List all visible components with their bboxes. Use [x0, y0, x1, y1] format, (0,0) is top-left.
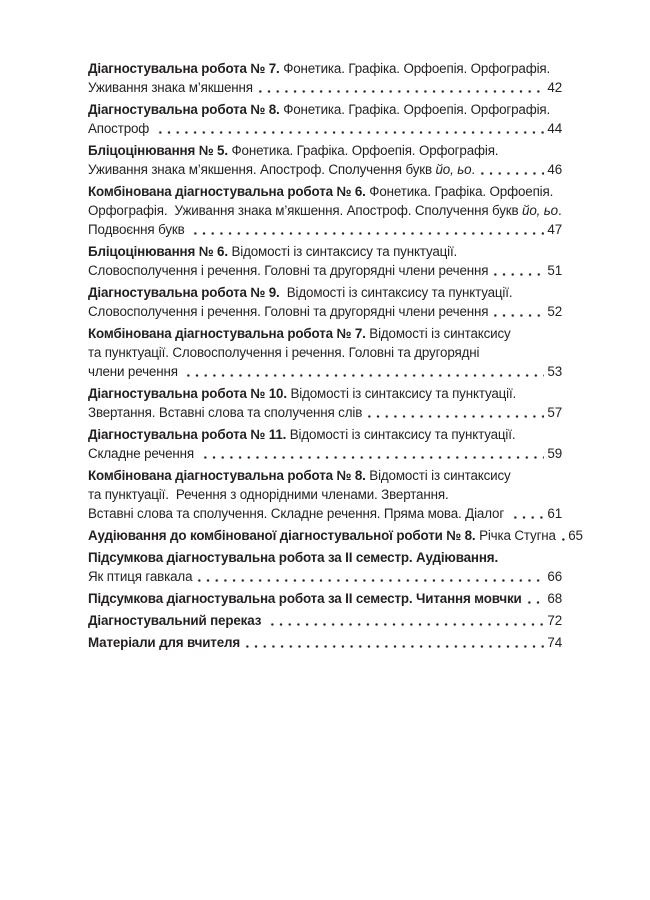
toc-text-segment: Відомості із синтаксису та пунктуації. — [286, 386, 517, 401]
dot-leader — [243, 633, 544, 652]
toc-text-segment: Діагностувальна робота № 10. — [88, 386, 287, 401]
dot-leader — [195, 567, 544, 586]
toc-line-text — [88, 362, 181, 381]
toc-line — [88, 302, 562, 321]
toc-text-segment: Фонетика. Графіка. Орфоепія. Орфографія. — [279, 102, 551, 117]
toc-entry — [88, 242, 562, 280]
dot-leader — [268, 611, 544, 630]
toc-line — [88, 160, 562, 179]
toc-entry — [88, 466, 562, 523]
toc-line — [88, 384, 562, 403]
toc-line-text — [88, 611, 265, 630]
toc-text-segment: Відомості із синтаксису — [365, 326, 511, 341]
toc-text-segment: Комбінована діагностувальна робота № 6. — [88, 184, 366, 199]
page-number: 42 — [547, 80, 562, 95]
toc-line — [88, 444, 562, 463]
toc-text-segment: Фонетика. Графіка. Орфоепія. Орфографія. — [227, 143, 499, 158]
toc-text-segment: та пунктуації. Речення з однорідними членами. Звертання. — [88, 487, 449, 502]
toc-line-text — [88, 444, 198, 463]
toc-entry — [88, 589, 562, 608]
toc-entry — [88, 526, 583, 545]
toc-line — [88, 589, 562, 608]
toc-text-segment: Складне речення — [88, 446, 198, 461]
toc-entry — [88, 633, 562, 652]
toc-line-text — [88, 61, 550, 76]
toc-text-segment: Уживання знака м’якшення — [88, 80, 253, 95]
page-number: 46 — [547, 162, 562, 177]
dot-leader — [559, 526, 565, 545]
page-number: 72 — [547, 613, 562, 628]
toc-line-text — [88, 119, 153, 138]
toc-line-text — [88, 504, 508, 523]
toc-line-text — [88, 468, 511, 483]
toc-line-text — [88, 184, 553, 199]
toc-line-text — [88, 102, 550, 117]
dot-leader — [256, 78, 544, 97]
page-number: 44 — [547, 121, 562, 136]
toc-line-text — [88, 203, 562, 218]
toc-entry — [88, 324, 562, 381]
toc-text-segment: Діагностувальна робота № 11. — [88, 427, 287, 442]
toc-line — [88, 403, 562, 422]
toc-text-segment: Фонетика. Графіка. Орфоепія. Орфографія. — [279, 61, 551, 76]
toc-line — [88, 324, 562, 343]
toc-text-segment: Аудіювання до комбінованої діагностувальної роботи № 8. — [88, 528, 476, 543]
toc-text-segment: Відомості із синтаксису та пунктуації. — [227, 244, 458, 259]
toc-line — [88, 567, 562, 586]
dot-leader — [525, 589, 544, 608]
page-number: 52 — [547, 304, 562, 319]
toc-entry — [88, 141, 562, 179]
toc-text-segment: Відомості із синтаксису — [365, 468, 511, 483]
toc-line — [88, 526, 583, 545]
toc-text-segment: Матеріали для вчителя — [88, 635, 241, 650]
toc-text-segment: Діагностувальна робота № 9. — [88, 285, 280, 300]
toc-line-text — [88, 427, 515, 442]
toc-line — [88, 242, 562, 261]
toc-list — [88, 59, 583, 652]
page-number: 65 — [568, 528, 583, 543]
toc-line — [88, 283, 562, 302]
dot-leader — [365, 403, 544, 422]
dot-leader — [156, 119, 544, 138]
toc-line-text — [88, 160, 475, 179]
toc-text-segment: Апостроф — [88, 121, 153, 136]
toc-text-segment: йо, ьо — [435, 162, 472, 177]
toc-entry — [88, 384, 562, 422]
page-number: 59 — [547, 446, 562, 461]
toc-line — [88, 141, 562, 160]
toc-text-segment: Подвоєння букв — [88, 222, 189, 237]
dot-leader — [478, 160, 544, 179]
toc-line-text — [88, 345, 479, 360]
toc-line — [88, 261, 562, 280]
toc-text-segment: Комбінована діагностувальна робота № 7. — [88, 326, 366, 341]
toc-entry — [88, 100, 562, 138]
toc-line-text — [88, 386, 516, 401]
toc-text-segment: Вставні слова та сполучення. Складне речення. Пряма мова. Діалог — [88, 506, 508, 521]
toc-text-segment: Комбінована діагностувальна робота № 8. — [88, 468, 366, 483]
dot-leader — [491, 302, 544, 321]
toc-line — [88, 611, 562, 630]
page-number: 61 — [547, 506, 562, 521]
toc-entry — [88, 59, 562, 97]
page-number: 57 — [547, 405, 562, 420]
dot-leader — [201, 444, 544, 463]
toc-line-text — [88, 285, 512, 300]
dot-leader — [511, 504, 544, 523]
toc-entry — [88, 182, 562, 239]
page-number: 74 — [547, 635, 562, 650]
toc-line — [88, 425, 562, 444]
toc-line-text — [88, 487, 449, 502]
toc-line-text — [88, 220, 188, 239]
page-number: 66 — [547, 569, 562, 584]
toc-line-text — [88, 403, 362, 422]
toc-line — [88, 119, 562, 138]
toc-line — [88, 78, 562, 97]
toc-text-segment: Словосполучення і речення. Головні та другорядні члени речення — [88, 304, 489, 319]
toc-line-text — [88, 244, 457, 259]
dot-leader — [191, 220, 544, 239]
toc-text-segment: Діагностувальна робота № 7. — [88, 61, 280, 76]
toc-text-segment: . — [471, 162, 475, 177]
toc-text-segment: Бліцоцінювання № 5. — [88, 143, 228, 158]
toc-line-text — [88, 633, 240, 652]
toc-line-text — [88, 526, 556, 545]
toc-text-segment: Річка Стугна — [475, 528, 556, 543]
toc-line-text — [88, 78, 253, 97]
toc-text-segment: Уживання знака м’якшення. Апостроф. Сполучення букв — [88, 162, 436, 177]
page-number: 51 — [547, 263, 562, 278]
toc-line — [88, 362, 562, 381]
toc-line-text — [88, 550, 498, 565]
toc-line-text — [88, 302, 488, 321]
toc-line — [88, 504, 562, 523]
page-number: 53 — [547, 364, 562, 379]
toc-line — [88, 466, 562, 485]
toc-text-segment: Бліцоцінювання № 6. — [88, 244, 228, 259]
dot-leader — [184, 362, 544, 381]
toc-line-text — [88, 143, 498, 158]
toc-text-segment: Підсумкова діагностувальна робота за II семестр. Аудіювання. — [88, 550, 499, 565]
page-number: 47 — [547, 222, 562, 237]
toc-line-text — [88, 567, 192, 586]
toc-entry — [88, 611, 562, 630]
toc-text-segment: Фонетика. Графіка. Орфоепія. — [365, 184, 554, 199]
toc-line — [88, 548, 562, 567]
page-number: 68 — [547, 591, 562, 606]
toc-text-segment: Орфографія. Уживання знака м’якшення. Апостроф. Сполучення букв — [88, 203, 523, 218]
toc-text-segment: йо, ьо — [522, 203, 558, 218]
dot-leader — [491, 261, 544, 280]
toc-line — [88, 201, 562, 220]
toc-entry — [88, 425, 562, 463]
toc-line — [88, 220, 562, 239]
toc-text-segment: Звертання. Вставні слова та сполучення слів — [88, 405, 363, 420]
toc-line-text — [88, 326, 511, 341]
toc-entry — [88, 548, 562, 586]
toc-text-segment: Словосполучення і речення. Головні та другорядні члени речення — [88, 263, 489, 278]
toc-line-text — [88, 589, 522, 608]
toc-text-segment: члени речення — [88, 364, 182, 379]
toc-text-segment: та пунктуації. Словосполучення і речення. Головні та другорядні — [88, 345, 480, 360]
toc-line-text — [88, 261, 488, 280]
toc-text-segment: Відомості із синтаксису та пунктуації. — [279, 285, 513, 300]
toc-line — [88, 633, 562, 652]
toc-text-segment: Підсумкова діагностувальна робота за II семестр. Читання мовчки — [88, 591, 522, 606]
toc-text-segment: Діагностувальна робота № 8. — [88, 102, 280, 117]
toc-line — [88, 59, 562, 78]
toc-text-segment: Як птиця гавкала — [88, 569, 193, 584]
toc-text-segment: . — [557, 203, 562, 218]
toc-text-segment: Відомості із синтаксису та пунктуації. — [286, 427, 516, 442]
toc-entry — [88, 283, 562, 321]
toc-text-segment: Діагностувальний переказ — [88, 613, 265, 628]
toc-line — [88, 182, 562, 201]
toc-line — [88, 485, 562, 504]
toc-line — [88, 100, 562, 119]
toc-line — [88, 343, 562, 362]
